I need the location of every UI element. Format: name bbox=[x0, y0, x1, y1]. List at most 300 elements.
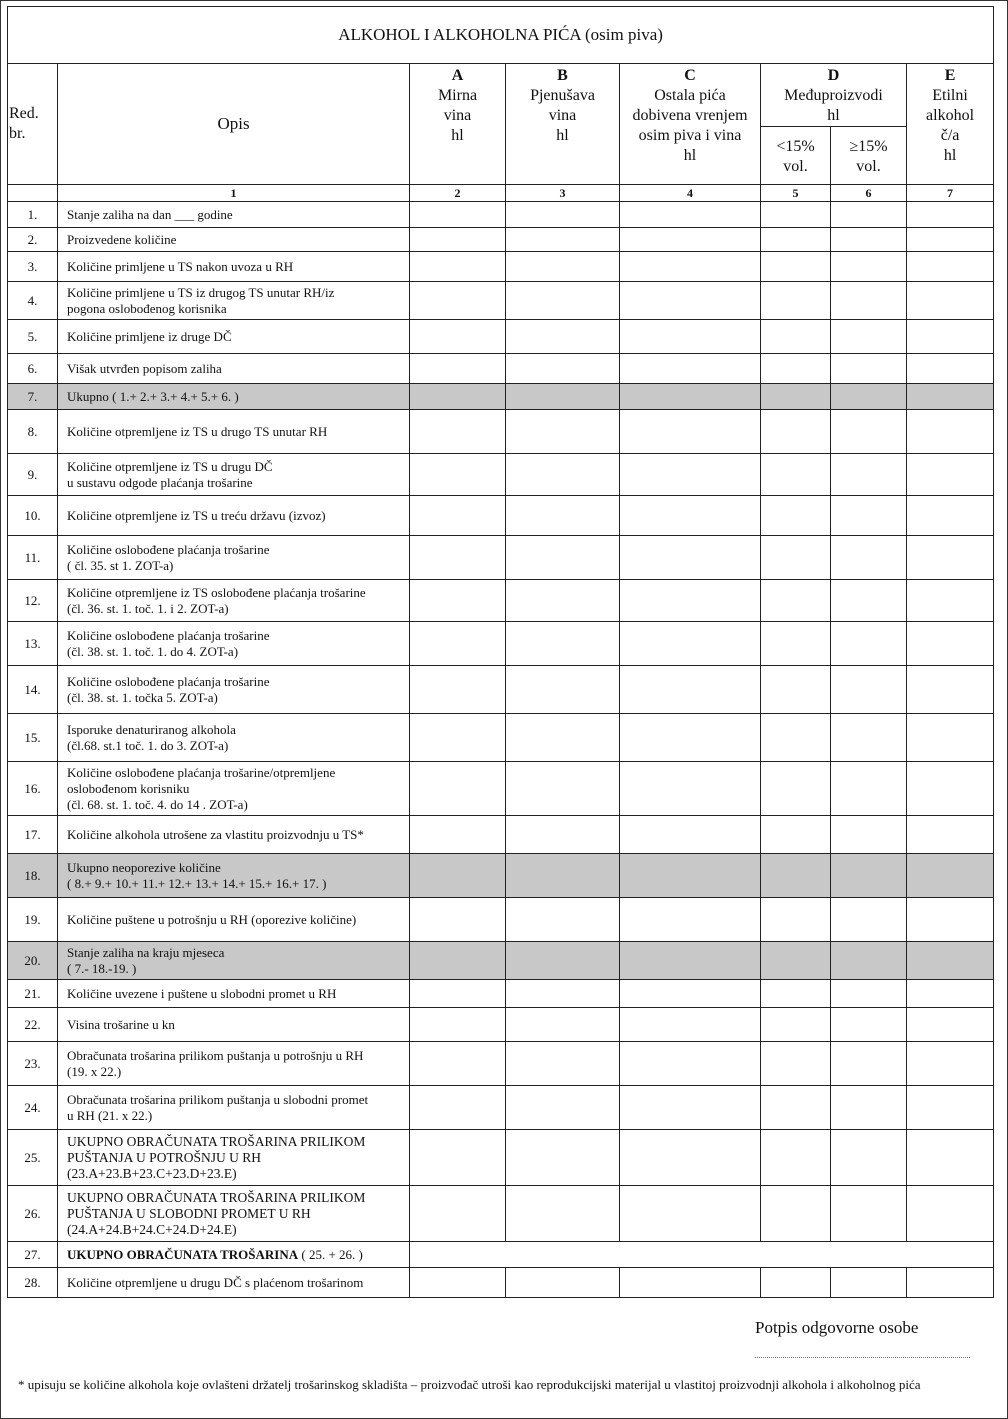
table-row bbox=[8, 454, 994, 496]
value-cell[interactable] bbox=[907, 320, 994, 354]
value-cell[interactable] bbox=[410, 854, 506, 898]
table-row bbox=[8, 898, 994, 942]
value-cell[interactable] bbox=[907, 228, 994, 252]
value-cell[interactable] bbox=[831, 354, 907, 384]
value-cell[interactable] bbox=[620, 252, 761, 282]
row-description-line: Stanje zaliha na kraju mjeseca bbox=[67, 944, 225, 960]
value-cell[interactable] bbox=[831, 1086, 907, 1130]
row-number: 6. bbox=[8, 354, 58, 384]
value-cell[interactable] bbox=[761, 1008, 831, 1042]
value-cell[interactable] bbox=[761, 942, 831, 980]
value-cell[interactable] bbox=[410, 496, 506, 536]
row-description-line: UKUPNO OBRAČUNATA TROŠARINA PRILIKOM bbox=[67, 1133, 366, 1149]
value-cell[interactable] bbox=[761, 1086, 831, 1130]
value-cell[interactable] bbox=[410, 1008, 506, 1042]
value-cell[interactable] bbox=[506, 980, 620, 1008]
value-cell[interactable] bbox=[506, 1130, 620, 1186]
value-cell[interactable] bbox=[907, 252, 994, 282]
row-description bbox=[58, 1042, 410, 1086]
value-cell[interactable] bbox=[410, 762, 506, 816]
value-cell[interactable] bbox=[620, 384, 761, 410]
row-description-line: PUŠTANJA U POTROŠNJU U RH bbox=[67, 1149, 261, 1165]
value-cell[interactable] bbox=[506, 1086, 620, 1130]
value-cell[interactable] bbox=[410, 980, 506, 1008]
value-cell[interactable] bbox=[620, 202, 761, 228]
value-cell[interactable] bbox=[506, 228, 620, 252]
value-cell[interactable] bbox=[831, 666, 907, 714]
value-cell[interactable] bbox=[410, 384, 506, 410]
value-cell[interactable] bbox=[410, 816, 506, 854]
value-cell[interactable] bbox=[410, 714, 506, 762]
row-description bbox=[58, 496, 410, 536]
value-cell[interactable] bbox=[907, 666, 994, 714]
value-cell[interactable] bbox=[620, 282, 761, 320]
row-number: 7. bbox=[8, 384, 58, 410]
table-row bbox=[8, 854, 994, 898]
row-number: 26. bbox=[8, 1186, 58, 1242]
value-cell[interactable] bbox=[620, 1008, 761, 1042]
row-number: 5. bbox=[8, 320, 58, 354]
value-cell[interactable] bbox=[761, 536, 831, 580]
value-cell[interactable] bbox=[831, 536, 907, 580]
value-cell[interactable] bbox=[620, 410, 761, 454]
value-cell[interactable] bbox=[506, 1186, 620, 1242]
row-description-line: (24.A+24.B+24.C+24.D+24.E) bbox=[67, 1221, 237, 1237]
value-cell[interactable] bbox=[410, 1130, 506, 1186]
value-cell[interactable] bbox=[410, 622, 506, 666]
value-cell[interactable] bbox=[907, 202, 994, 228]
row-description bbox=[58, 1130, 410, 1186]
row-description-line: Količine oslobođene plaćanja trošarine/otpremljene bbox=[67, 764, 336, 780]
column-number: 2 bbox=[410, 185, 506, 202]
value-cell[interactable] bbox=[506, 202, 620, 228]
value-cell[interactable] bbox=[620, 942, 761, 980]
row-number: 24. bbox=[8, 1086, 58, 1130]
header-col-d: D Međuproizvodi hl bbox=[761, 64, 907, 127]
row-description-rest: ( 25. + 26. ) bbox=[298, 1246, 363, 1262]
value-cell[interactable] bbox=[907, 410, 994, 454]
value-cell[interactable] bbox=[410, 1042, 506, 1086]
row-number: 3. bbox=[8, 252, 58, 282]
table-row bbox=[8, 496, 994, 536]
value-cell[interactable] bbox=[831, 282, 907, 320]
row-number: 18. bbox=[8, 854, 58, 898]
value-cell[interactable] bbox=[620, 536, 761, 580]
row-description-line: Količine primljene u TS nakon uvoza u RH bbox=[67, 258, 294, 274]
table-row bbox=[8, 1008, 994, 1042]
signature-label: Potpis odgovorne osobe bbox=[755, 1318, 919, 1337]
value-cell[interactable] bbox=[761, 496, 831, 536]
column-number: 6 bbox=[831, 185, 907, 202]
value-cell[interactable] bbox=[410, 1186, 506, 1242]
value-cell[interactable] bbox=[620, 980, 761, 1008]
value-cell[interactable] bbox=[620, 1130, 761, 1186]
value-cell[interactable] bbox=[761, 816, 831, 854]
value-cell[interactable] bbox=[907, 1186, 994, 1242]
value-cell[interactable] bbox=[761, 980, 831, 1008]
row-description-line: Količine oslobođene plaćanja trošarine bbox=[67, 627, 270, 643]
value-cell[interactable] bbox=[831, 714, 907, 762]
value-cell[interactable] bbox=[410, 942, 506, 980]
value-cell[interactable] bbox=[761, 622, 831, 666]
value-cell[interactable] bbox=[831, 580, 907, 622]
row-description-line: Ukupno neoporezive količine bbox=[67, 859, 221, 875]
value-cell[interactable] bbox=[831, 942, 907, 980]
value-cell[interactable] bbox=[907, 536, 994, 580]
value-cell[interactable] bbox=[761, 1130, 831, 1186]
value-cell[interactable] bbox=[831, 496, 907, 536]
row-number: 23. bbox=[8, 1042, 58, 1086]
row-description bbox=[58, 282, 410, 320]
value-cell[interactable] bbox=[506, 1268, 620, 1298]
value-cell[interactable] bbox=[410, 410, 506, 454]
value-cell[interactable] bbox=[506, 384, 620, 410]
value-cell[interactable] bbox=[761, 228, 831, 252]
value-cell[interactable] bbox=[831, 252, 907, 282]
row-description-line: oslobođenom korisniku bbox=[67, 780, 190, 796]
value-cell[interactable] bbox=[761, 1268, 831, 1298]
row-description-line: Isporuke denaturiranog alkohola bbox=[67, 721, 236, 737]
value-cell[interactable] bbox=[907, 454, 994, 496]
row-number: 2. bbox=[8, 228, 58, 252]
row-number: 11. bbox=[8, 536, 58, 580]
value-cell[interactable] bbox=[907, 580, 994, 622]
row-description-line: Količine primljene u TS iz drugog TS unutar RH/iz bbox=[67, 284, 335, 300]
value-cell[interactable] bbox=[506, 496, 620, 536]
row-description bbox=[58, 536, 410, 580]
row-description-line: Količine uvezene i puštene u slobodni promet u RH bbox=[67, 985, 337, 1001]
table-row bbox=[8, 384, 994, 410]
value-cell[interactable] bbox=[761, 898, 831, 942]
row-description-line: Ukupno ( 1.+ 2.+ 3.+ 4.+ 5.+ 6. ) bbox=[67, 388, 239, 404]
row-description bbox=[58, 1242, 410, 1268]
value-cell[interactable] bbox=[761, 282, 831, 320]
table-row bbox=[8, 354, 994, 384]
value-cell[interactable] bbox=[761, 384, 831, 410]
row-description bbox=[58, 1008, 410, 1042]
row-number: 4. bbox=[8, 282, 58, 320]
value-cell[interactable] bbox=[620, 354, 761, 384]
value-cell[interactable] bbox=[761, 454, 831, 496]
value-cell[interactable] bbox=[620, 1086, 761, 1130]
table-row bbox=[8, 762, 994, 816]
value-cell-total[interactable] bbox=[410, 1242, 994, 1268]
value-cell[interactable] bbox=[831, 228, 907, 252]
value-cell[interactable] bbox=[410, 1086, 506, 1130]
row-description-line: ( 7.- 18.-19. ) bbox=[67, 960, 137, 976]
value-cell[interactable] bbox=[907, 762, 994, 816]
value-cell[interactable] bbox=[410, 320, 506, 354]
value-cell[interactable] bbox=[907, 1268, 994, 1298]
table-row bbox=[8, 816, 994, 854]
value-cell[interactable] bbox=[620, 622, 761, 666]
value-cell[interactable] bbox=[761, 666, 831, 714]
value-cell[interactable] bbox=[506, 580, 620, 622]
value-cell[interactable] bbox=[506, 320, 620, 354]
value-cell[interactable] bbox=[620, 714, 761, 762]
value-cell[interactable] bbox=[831, 1186, 907, 1242]
row-description-line: (čl. 36. st. 1. toč. 1. i 2. ZOT-a) bbox=[67, 600, 229, 616]
value-cell[interactable] bbox=[761, 202, 831, 228]
value-cell[interactable] bbox=[506, 252, 620, 282]
value-cell[interactable] bbox=[410, 228, 506, 252]
value-cell[interactable] bbox=[620, 580, 761, 622]
value-cell[interactable] bbox=[410, 1268, 506, 1298]
column-number bbox=[8, 185, 58, 202]
row-description-line: Količine primljene iz druge DČ bbox=[67, 328, 232, 344]
row-number: 21. bbox=[8, 980, 58, 1008]
value-cell[interactable] bbox=[506, 282, 620, 320]
row-description-line: (19. x 22.) bbox=[67, 1063, 122, 1079]
value-cell[interactable] bbox=[831, 854, 907, 898]
table-row bbox=[8, 252, 994, 282]
value-cell[interactable] bbox=[761, 354, 831, 384]
row-number: 17. bbox=[8, 816, 58, 854]
value-cell[interactable] bbox=[410, 580, 506, 622]
table-row bbox=[8, 536, 994, 580]
value-cell[interactable] bbox=[907, 622, 994, 666]
value-cell[interactable] bbox=[506, 714, 620, 762]
row-number: 20. bbox=[8, 942, 58, 980]
value-cell[interactable] bbox=[831, 816, 907, 854]
value-cell[interactable] bbox=[620, 816, 761, 854]
table-row bbox=[8, 622, 994, 666]
column-number: 4 bbox=[620, 185, 761, 202]
value-cell[interactable] bbox=[410, 354, 506, 384]
row-description-line: Visina trošarine u kn bbox=[67, 1016, 175, 1032]
row-description-line: Količine oslobođene plaćanja trošarine bbox=[67, 541, 270, 557]
value-cell[interactable] bbox=[620, 1186, 761, 1242]
value-cell[interactable] bbox=[831, 898, 907, 942]
value-cell[interactable] bbox=[907, 980, 994, 1008]
value-cell[interactable] bbox=[506, 454, 620, 496]
row-number: 22. bbox=[8, 1008, 58, 1042]
column-number: 3 bbox=[506, 185, 620, 202]
value-cell[interactable] bbox=[831, 1008, 907, 1042]
row-number: 12. bbox=[8, 580, 58, 622]
value-cell[interactable] bbox=[410, 202, 506, 228]
excise-form-table bbox=[7, 6, 994, 1298]
value-cell[interactable] bbox=[410, 666, 506, 714]
row-description-line: Količine otpremljene iz TS u drugo TS unutar RH bbox=[67, 423, 328, 439]
row-description-line: Količine otpremljene iz TS u drugu DČ bbox=[67, 458, 273, 474]
value-cell[interactable] bbox=[761, 252, 831, 282]
value-cell[interactable] bbox=[761, 320, 831, 354]
column-number: 5 bbox=[761, 185, 831, 202]
value-cell[interactable] bbox=[907, 384, 994, 410]
row-description-line: u RH (21. x 22.) bbox=[67, 1107, 153, 1123]
value-cell[interactable] bbox=[907, 942, 994, 980]
value-cell[interactable] bbox=[506, 622, 620, 666]
value-cell[interactable] bbox=[761, 854, 831, 898]
value-cell[interactable] bbox=[410, 898, 506, 942]
row-description-line: Višak utvrđen popisom zaliha bbox=[67, 360, 222, 376]
row-description bbox=[58, 1086, 410, 1130]
value-cell[interactable] bbox=[410, 454, 506, 496]
value-cell[interactable] bbox=[620, 454, 761, 496]
value-cell[interactable] bbox=[761, 714, 831, 762]
value-cell[interactable] bbox=[831, 320, 907, 354]
header-col-c: C Ostala pića dobivena vrenjem osim piva i vina hl bbox=[620, 64, 761, 185]
value-cell[interactable] bbox=[620, 762, 761, 816]
row-description bbox=[58, 1186, 410, 1242]
value-cell[interactable] bbox=[831, 384, 907, 410]
row-description-bold: UKUPNO OBRAČUNATA TROŠARINA bbox=[67, 1246, 299, 1262]
value-cell[interactable] bbox=[761, 1186, 831, 1242]
row-description bbox=[58, 354, 410, 384]
row-description-line: Obračunata trošarina prilikom puštanja u slobodni promet bbox=[67, 1091, 369, 1107]
row-description bbox=[58, 454, 410, 496]
table-row bbox=[8, 942, 994, 980]
row-number: 28. bbox=[8, 1268, 58, 1298]
row-description-line: ( čl. 35. st 1. ZOT-a) bbox=[67, 557, 174, 573]
row-number: 14. bbox=[8, 666, 58, 714]
row-description-line: Količine alkohola utrošene za vlastitu proizvodnju u TS* bbox=[67, 826, 364, 842]
value-cell[interactable] bbox=[907, 496, 994, 536]
value-cell[interactable] bbox=[831, 762, 907, 816]
header-opis: Opis bbox=[58, 64, 410, 185]
table-row bbox=[8, 1086, 994, 1130]
value-cell[interactable] bbox=[620, 228, 761, 252]
table-row bbox=[8, 1042, 994, 1086]
table-row bbox=[8, 714, 994, 762]
table-row bbox=[8, 202, 994, 228]
row-description bbox=[58, 622, 410, 666]
value-cell[interactable] bbox=[907, 1042, 994, 1086]
table-row bbox=[8, 410, 994, 454]
value-cell[interactable] bbox=[506, 762, 620, 816]
value-cell[interactable] bbox=[831, 454, 907, 496]
value-cell[interactable] bbox=[831, 1042, 907, 1086]
footnote: * upisuju se količine alkohola koje ovlašteni držatelj trošarinskog skladišta – proizvođač utroši kao reprodukcijski materijal u vlastitoj proizvodnji alkohola i alkoholnog pića bbox=[18, 1377, 921, 1392]
row-number: 27. bbox=[8, 1242, 58, 1268]
row-description-line: (čl. 68. st. 1. toč. 4. do 14 . ZOT-a) bbox=[67, 796, 248, 812]
row-description bbox=[58, 384, 410, 410]
value-cell[interactable] bbox=[506, 898, 620, 942]
value-cell[interactable] bbox=[907, 854, 994, 898]
row-number: 8. bbox=[8, 410, 58, 454]
signature-line bbox=[755, 1357, 970, 1358]
table-row bbox=[8, 1130, 994, 1186]
value-cell[interactable] bbox=[410, 252, 506, 282]
value-cell[interactable] bbox=[620, 496, 761, 536]
value-cell[interactable] bbox=[620, 898, 761, 942]
row-description bbox=[58, 762, 410, 816]
row-description bbox=[58, 854, 410, 898]
row-description-line: u sustavu odgode plaćanja trošarine bbox=[67, 474, 253, 490]
value-cell[interactable] bbox=[410, 282, 506, 320]
value-cell[interactable] bbox=[761, 410, 831, 454]
row-description bbox=[58, 580, 410, 622]
table-row bbox=[8, 1242, 994, 1268]
value-cell[interactable] bbox=[620, 854, 761, 898]
value-cell[interactable] bbox=[620, 1042, 761, 1086]
header-col-b: B Pjenušava vina hl bbox=[506, 64, 620, 185]
row-description-line: Količine puštene u potrošnju u RH (oporezive količine) bbox=[67, 911, 357, 927]
row-description bbox=[58, 898, 410, 942]
value-cell[interactable] bbox=[761, 762, 831, 816]
value-cell[interactable] bbox=[620, 1268, 761, 1298]
row-description-line: ( 8.+ 9.+ 10.+ 11.+ 12.+ 13.+ 14.+ 15.+ 16.+ 17. ) bbox=[67, 875, 327, 891]
value-cell[interactable] bbox=[831, 980, 907, 1008]
value-cell[interactable] bbox=[831, 410, 907, 454]
row-description-line: (čl. 38. st. 1. točka 5. ZOT-a) bbox=[67, 689, 218, 705]
row-description bbox=[58, 202, 410, 228]
row-description-line: PUŠTANJA U SLOBODNI PROMET U RH bbox=[67, 1205, 311, 1221]
value-cell[interactable] bbox=[506, 942, 620, 980]
row-description-line: (čl.68. st.1 toč. 1. do 3. ZOT-a) bbox=[67, 737, 229, 753]
row-description bbox=[58, 666, 410, 714]
value-cell[interactable] bbox=[907, 282, 994, 320]
value-cell[interactable] bbox=[907, 714, 994, 762]
row-description bbox=[58, 228, 410, 252]
row-description bbox=[58, 816, 410, 854]
table-row bbox=[8, 580, 994, 622]
value-cell[interactable] bbox=[907, 1086, 994, 1130]
value-cell[interactable] bbox=[506, 536, 620, 580]
value-cell[interactable] bbox=[831, 202, 907, 228]
header-col-d-ge15: ≥15% vol. bbox=[831, 127, 907, 185]
value-cell[interactable] bbox=[620, 320, 761, 354]
row-description bbox=[58, 942, 410, 980]
value-cell[interactable] bbox=[620, 666, 761, 714]
value-cell[interactable] bbox=[506, 854, 620, 898]
value-cell[interactable] bbox=[761, 580, 831, 622]
table-row bbox=[8, 980, 994, 1008]
header-col-d-lt15: <15% vol. bbox=[761, 127, 831, 185]
value-cell[interactable] bbox=[761, 1042, 831, 1086]
row-description bbox=[58, 410, 410, 454]
row-number: 1. bbox=[8, 202, 58, 228]
row-number: 15. bbox=[8, 714, 58, 762]
table-row bbox=[8, 228, 994, 252]
value-cell[interactable] bbox=[506, 354, 620, 384]
row-number: 10. bbox=[8, 496, 58, 536]
value-cell[interactable] bbox=[907, 1008, 994, 1042]
table-row bbox=[8, 320, 994, 354]
row-description bbox=[58, 714, 410, 762]
value-cell[interactable] bbox=[831, 1130, 907, 1186]
row-description-line: Količine otpremljene iz TS u treću državu (izvoz) bbox=[67, 507, 326, 523]
row-description-line: Obračunata trošarina prilikom puštanja u potrošnju u RH bbox=[67, 1047, 364, 1063]
value-cell[interactable] bbox=[410, 536, 506, 580]
row-number: 9. bbox=[8, 454, 58, 496]
value-cell[interactable] bbox=[907, 354, 994, 384]
value-cell[interactable] bbox=[506, 1042, 620, 1086]
column-number: 7 bbox=[907, 185, 994, 202]
value-cell[interactable] bbox=[907, 1130, 994, 1186]
value-cell[interactable] bbox=[506, 410, 620, 454]
row-description bbox=[58, 320, 410, 354]
row-description-line: Količine oslobođene plaćanja trošarine bbox=[67, 673, 270, 689]
value-cell[interactable] bbox=[506, 816, 620, 854]
header-red-br: Red. br. bbox=[8, 64, 58, 185]
value-cell[interactable] bbox=[506, 1008, 620, 1042]
table-row bbox=[8, 1186, 994, 1242]
value-cell[interactable] bbox=[831, 1268, 907, 1298]
column-number-row bbox=[8, 185, 994, 202]
row-number: 19. bbox=[8, 898, 58, 942]
value-cell[interactable] bbox=[907, 816, 994, 854]
value-cell[interactable] bbox=[907, 898, 994, 942]
header-col-a: A Mirna vina hl bbox=[410, 64, 506, 185]
value-cell[interactable] bbox=[506, 666, 620, 714]
header-col-e: E Etilni alkohol č/a hl bbox=[907, 64, 994, 185]
table-row bbox=[8, 1268, 994, 1298]
row-description-line: pogona oslobođenog korisnika bbox=[67, 300, 227, 316]
value-cell[interactable] bbox=[831, 622, 907, 666]
row-description-line: Količine otpremljene iz TS oslobođene plaćanja trošarine bbox=[67, 584, 366, 600]
